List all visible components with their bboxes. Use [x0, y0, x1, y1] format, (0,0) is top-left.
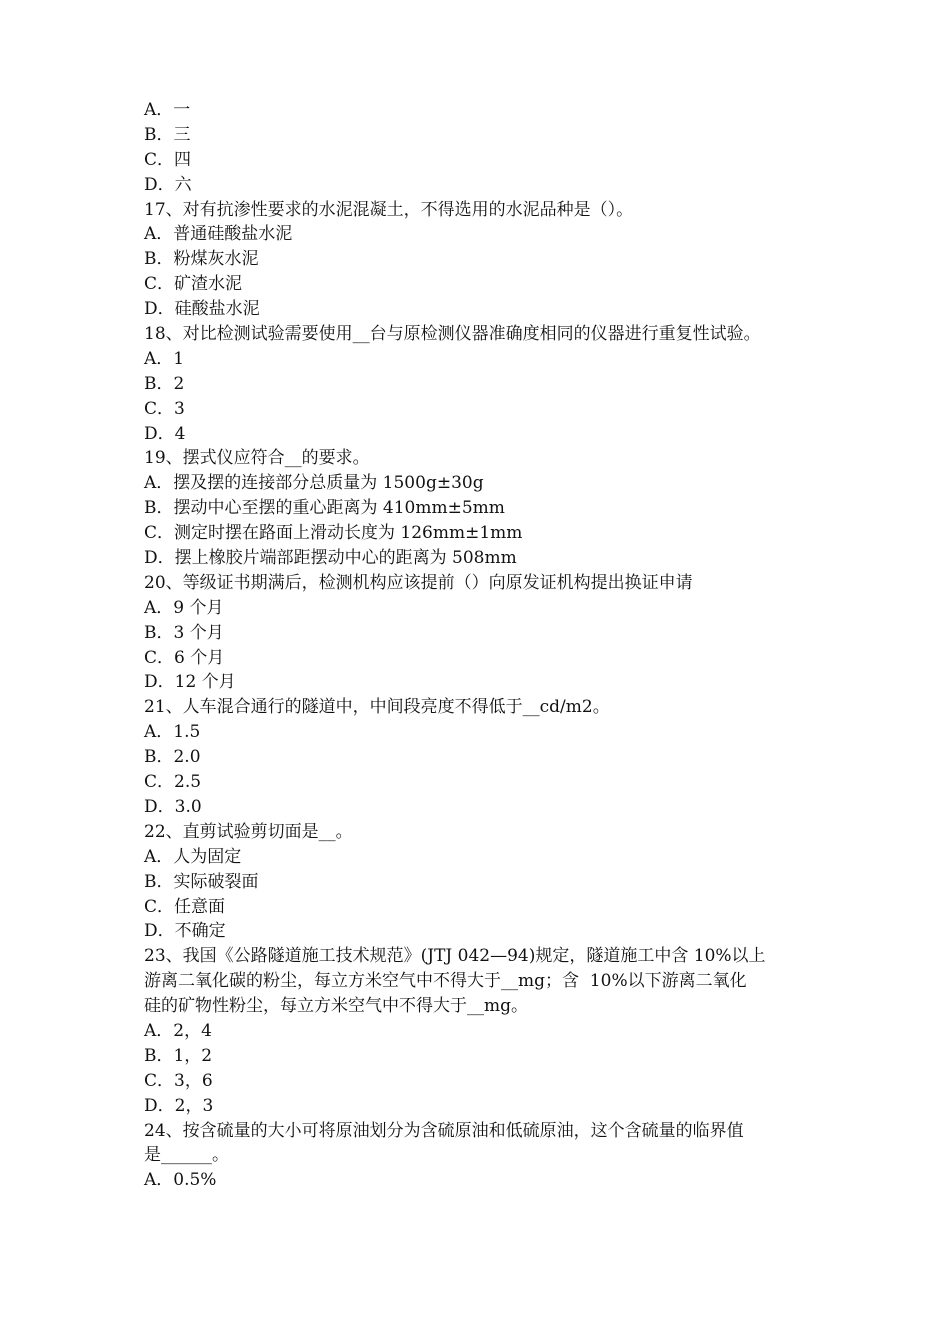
- question-22: 22、直剪试验剪切面是__。: [144, 821, 353, 842]
- option-line: D．摆上橡胶片端部距摆动中心的距离为 508mm: [144, 548, 517, 569]
- question-23-cont: 硅的矿物性粉尘，每立方米空气中不得大于__mg。: [144, 996, 529, 1017]
- option-line: A．普通硅酸盐水泥: [144, 224, 293, 245]
- document-page: [144, 98, 824, 1193]
- question-24-cont: 是______。: [144, 1145, 229, 1166]
- option-line: D．12 个月: [144, 672, 236, 693]
- option-line: A．2，4: [144, 1020, 212, 1041]
- option-line: A．0.5%: [144, 1170, 217, 1191]
- question-21: 21、人车混合通行的隧道中，中间段亮度不得低于__cd/m2。: [144, 697, 610, 718]
- question-20: 20、等级证书期满后，检测机构应该提前（）向原发证机构提出换证申请: [144, 572, 693, 593]
- question-23-cont: 游离二氧化碳的粉尘，每立方米空气中不得大于__mg；含 10%以下游离二氧化: [144, 971, 747, 992]
- option-line: A．1.5: [144, 722, 201, 743]
- question-18: 18、对比检测试验需要使用__台与原检测仪器准确度相同的仪器进行重复性试验。: [144, 324, 761, 345]
- option-line: B．三: [144, 124, 191, 145]
- option-line: D．4: [144, 423, 186, 444]
- option-line: D．2，3: [144, 1095, 214, 1116]
- option-line: B．1，2: [144, 1045, 213, 1066]
- option-line: C．3，6: [144, 1070, 213, 1091]
- question-19: 19、摆式仪应符合__的要求。: [144, 448, 370, 469]
- option-line: B．实际破裂面: [144, 871, 259, 892]
- option-line: A．1: [144, 348, 185, 369]
- option-line: C．3: [144, 398, 185, 419]
- option-line: D．硅酸盐水泥: [144, 299, 260, 320]
- option-line: B．2.0: [144, 747, 201, 768]
- option-line: B．摆动中心至摆的重心距离为 410mm±5mm: [144, 498, 505, 519]
- option-line: C．矿渣水泥: [144, 274, 243, 295]
- question-23: 23、我国《公路隧道施工技术规范》(JTJ 042—94)规定，隧道施工中含 10%以上: [144, 946, 766, 967]
- option-line: C．四: [144, 149, 192, 170]
- option-line: A．一: [144, 100, 191, 120]
- option-line: C．测定时摆在路面上滑动长度为 126mm±1mm: [144, 523, 523, 544]
- option-line: C．任意面: [144, 896, 226, 917]
- option-line: B．粉煤灰水泥: [144, 249, 259, 270]
- option-line: A．人为固定: [144, 846, 242, 867]
- option-line: D．3.0: [144, 796, 202, 817]
- option-line: D．不确定: [144, 921, 226, 942]
- option-line: A．9 个月: [144, 597, 224, 618]
- question-24: 24、按含硫量的大小可将原油划分为含硫原油和低硫原油，这个含硫量的临界值: [144, 1120, 744, 1141]
- option-line: C．2.5: [144, 772, 202, 793]
- option-line: B．2: [144, 373, 185, 394]
- option-line: D．六: [144, 174, 192, 195]
- question-17: 17、对有抗渗性要求的水泥混凝土，不得选用的水泥品种是（）。: [144, 199, 634, 220]
- option-line: A．摆及摆的连接部分总质量为 1500g±30g: [144, 473, 484, 494]
- option-line: C．6 个月: [144, 647, 225, 668]
- option-line: B．3 个月: [144, 622, 224, 643]
